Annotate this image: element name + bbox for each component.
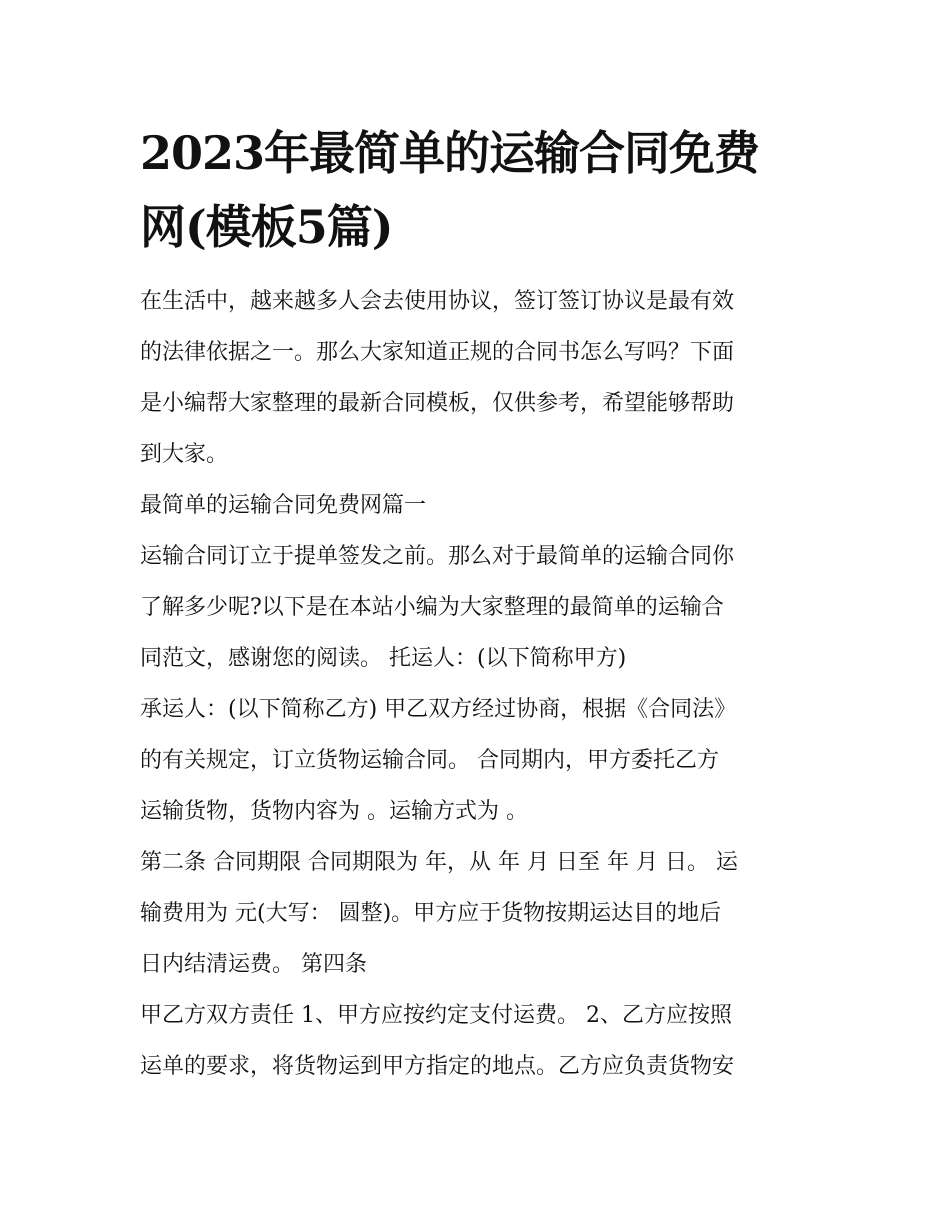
body-line: 第二条 合同期限 合同期限为 年，从 年 月 日至 年 月 日。 运: [140, 850, 738, 875]
body-line: 的法律依据之一。那么大家知道正规的合同书怎么写吗？下面: [140, 340, 735, 365]
body-line: 输费用为 元(大写： 圆整)。甲方应于货物按期运达目的地后: [140, 901, 722, 926]
document-title: [140, 116, 830, 264]
body-line: 承运人：(以下简称乙方) 甲乙双方经过协商，根据《合同法》: [140, 697, 737, 722]
body-line: 了解多少呢?以下是在本站小编为大家整理的最简单的运输合: [140, 595, 724, 620]
body-line: 是小编帮大家整理的最新合同模板，仅供参考，希望能够帮助: [140, 391, 735, 416]
title-line-1: 2023年最简单的运输合同免费: [140, 126, 760, 180]
body-line: 同范文，感谢您的阅读。 托运人：(以下简称甲方): [140, 646, 627, 671]
title-line-2: 网(模板5篇): [140, 200, 393, 254]
body-line: 甲乙方双方责任 1、甲方应按约定支付运费。 2、乙方应按照: [140, 1003, 732, 1028]
section-heading: 最简单的运输合同免费网篇一: [140, 493, 427, 518]
document-body: [140, 276, 830, 1092]
body-line: 到大家。: [140, 442, 229, 467]
body-line: 运单的要求，将货物运到甲方指定的地点。乙方应负责货物安: [140, 1054, 735, 1079]
body-line: 在生活中，越来越多人会去使用协议，签订签订协议是最有效: [140, 289, 735, 314]
body-line: 运输合同订立于提单签发之前。那么对于最简单的运输合同你: [140, 544, 735, 569]
body-line: 运输货物，货物内容为 。运输方式为 。: [140, 799, 528, 824]
body-line: 的有关规定，订立货物运输合同。 合同期内，甲方委托乙方: [140, 748, 719, 773]
body-line: 日内结清运费。 第四条: [140, 952, 367, 977]
